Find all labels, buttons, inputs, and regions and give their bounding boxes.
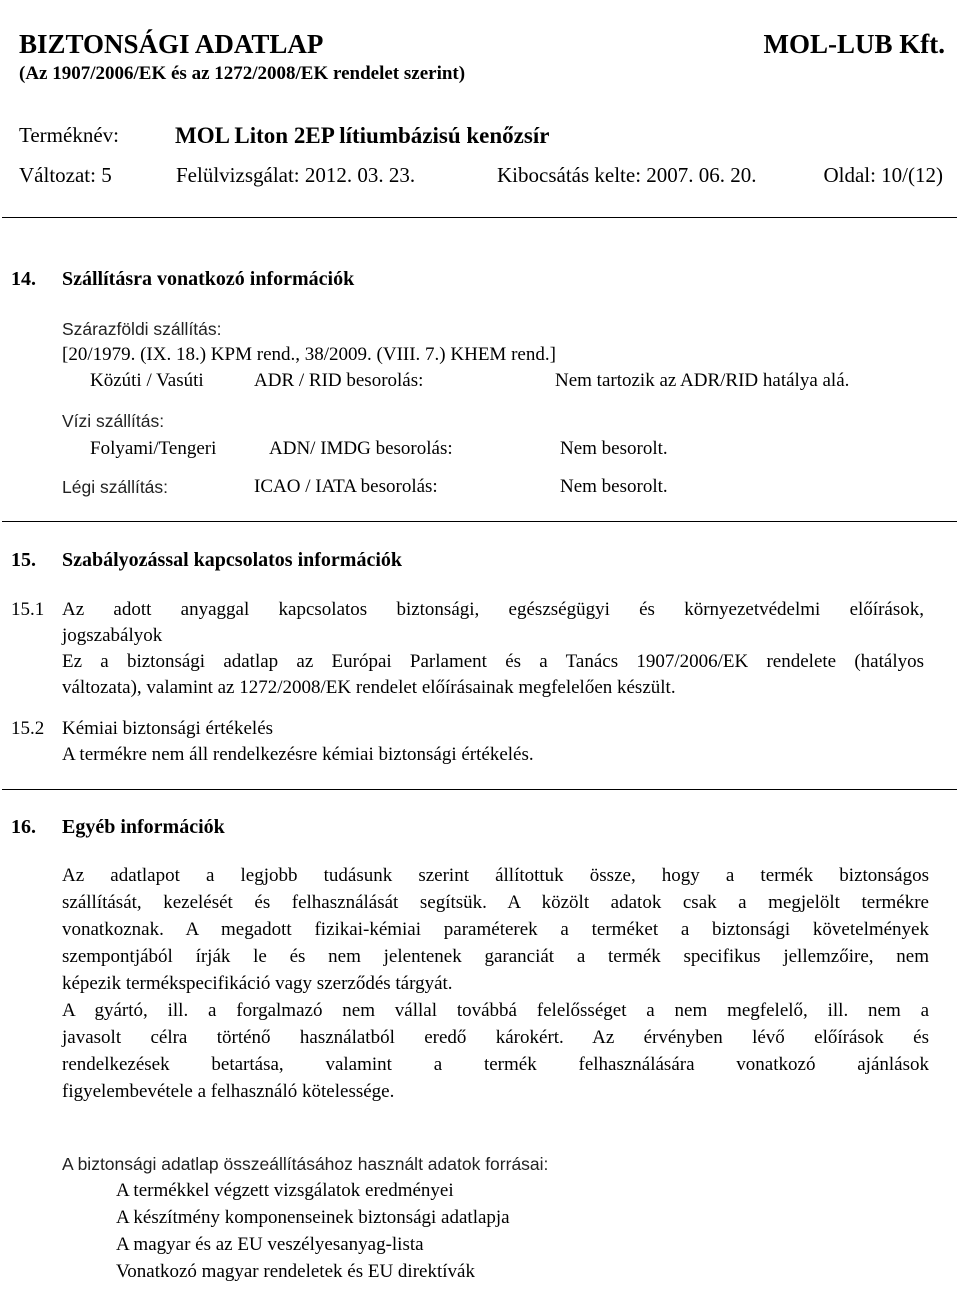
- adn-imdg-value: Nem besorolt.: [560, 438, 668, 459]
- section-14-number: 14.: [11, 268, 36, 290]
- other-info-line: figyelembevétele a felhasználó kötelessége.: [62, 1081, 395, 1102]
- document-title: BIZTONSÁGI ADATLAP: [19, 29, 324, 59]
- land-transport-label: Szárazföldi szállítás:: [62, 319, 222, 339]
- road-rail-label: Közúti / Vasúti: [90, 370, 204, 391]
- adn-imdg-class-label: ADN/ IMDG besorolás:: [269, 438, 453, 459]
- review-date: Felülvizsgálat: 2012. 03. 23.: [176, 163, 416, 187]
- land-transport-ref: [20/1979. (IX. 18.) KPM rend., 38/2009. (VIII. 7.) KHEM rend.]: [62, 344, 556, 365]
- section-15-title: Szabályozással kapcsolatos információk: [62, 549, 403, 571]
- page-number: Oldal: 10/(12): [823, 163, 943, 187]
- header-rule: [2, 217, 957, 218]
- other-info-line: szállítását, kezelését és felhasználását segítsük. A közölt adatok csak a megjelölt termékre: [62, 892, 929, 913]
- subsection-15-1-title: Az adott anyaggal kapcsolatos biztonsági, egészségügyi és környezetvédelmi előírások,: [62, 599, 924, 620]
- subsection-15-2-number: 15.2: [11, 718, 45, 739]
- source-item: Vonatkozó magyar rendeletek és EU direktívák: [116, 1261, 475, 1282]
- section-15-rule: [2, 789, 957, 790]
- product-name: MOL Liton 2EP lítiumbázisú kenőzsír: [175, 123, 550, 148]
- subsection-15-2-title: Kémiai biztonsági értékelés: [62, 718, 274, 739]
- source-item: A magyar és az EU veszélyesanyag-lista: [116, 1234, 424, 1255]
- icao-iata-value: Nem besorolt.: [560, 476, 668, 497]
- air-transport-label: Légi szállítás:: [62, 477, 169, 497]
- river-sea-label: Folyami/Tengeri: [90, 438, 217, 459]
- other-info-line: rendelkezések betartása, valamint a termék felhasználására vonatkozó ajánlások: [62, 1054, 929, 1075]
- product-label: Terméknév:: [19, 123, 119, 147]
- other-info-line: vonatkoznak. A megadott fizikai-kémiai paraméterek a terméket a biztonsági követelmények: [62, 919, 929, 940]
- sources-title: A biztonsági adatlap összeállításához használt adatok forrásai:: [62, 1154, 549, 1174]
- subsection-15-1-text: Ez a biztonsági adatlap az Európai Parlament és a Tanács 1907/2006/EK rendelete (hatályos: [62, 651, 924, 672]
- issue-date: Kibocsátás kelte: 2007. 06. 20.: [497, 163, 757, 187]
- subsection-15-1-title-cont: jogszabályok: [62, 625, 163, 646]
- other-info-line: képezik termékspecifikáció vagy szerződés tárgyát.: [62, 973, 453, 994]
- section-16-title: Egyéb információk: [62, 816, 225, 838]
- section-14-title: Szállításra vonatkozó információk: [62, 268, 355, 290]
- subsection-15-2-text: A termékre nem áll rendelkezésre kémiai biztonsági értékelés.: [62, 744, 534, 765]
- icao-iata-class-label: ICAO / IATA besorolás:: [254, 476, 438, 497]
- other-info-line: szempontjából írják le és nem jelentenek garanciát a termék specifikus jellemzőire, nem: [62, 946, 929, 967]
- section-16-number: 16.: [11, 816, 36, 838]
- subsection-15-1-number: 15.1: [11, 599, 45, 620]
- other-info-line: A gyártó, ill. a forgalmazó nem vállal továbbá felelősséget a nem megfelelő, ill. nem a: [62, 1000, 929, 1021]
- section-15-number: 15.: [11, 549, 36, 571]
- water-transport-label: Vízi szállítás:: [62, 411, 165, 431]
- version: Változat: 5: [19, 163, 112, 187]
- adr-rid-class-label: ADR / RID besorolás:: [254, 370, 424, 391]
- regulation-note: (Az 1907/2006/EK és az 1272/2008/EK rendelet szerint): [19, 63, 466, 84]
- other-info-line: Az adatlapot a legjobb tudásunk szerint állítottuk össze, hogy a termék biztonságos: [62, 865, 929, 886]
- source-item: A termékkel végzett vizsgálatok eredményei: [116, 1180, 454, 1201]
- other-info-line: javasolt célra történő használatból eredő károkért. Az érvényben lévő előírások és: [62, 1027, 929, 1048]
- subsection-15-1-text-cont: változata), valamint az 1272/2008/EK rendelet előírásainak megfelelően készült.: [62, 677, 676, 698]
- adr-rid-value: Nem tartozik az ADR/RID hatálya alá.: [555, 370, 850, 391]
- section-14-rule: [2, 521, 957, 522]
- source-item: A készítmény komponenseinek biztonsági adatlapja: [116, 1207, 510, 1228]
- company-name: MOL-LUB Kft.: [763, 29, 945, 59]
